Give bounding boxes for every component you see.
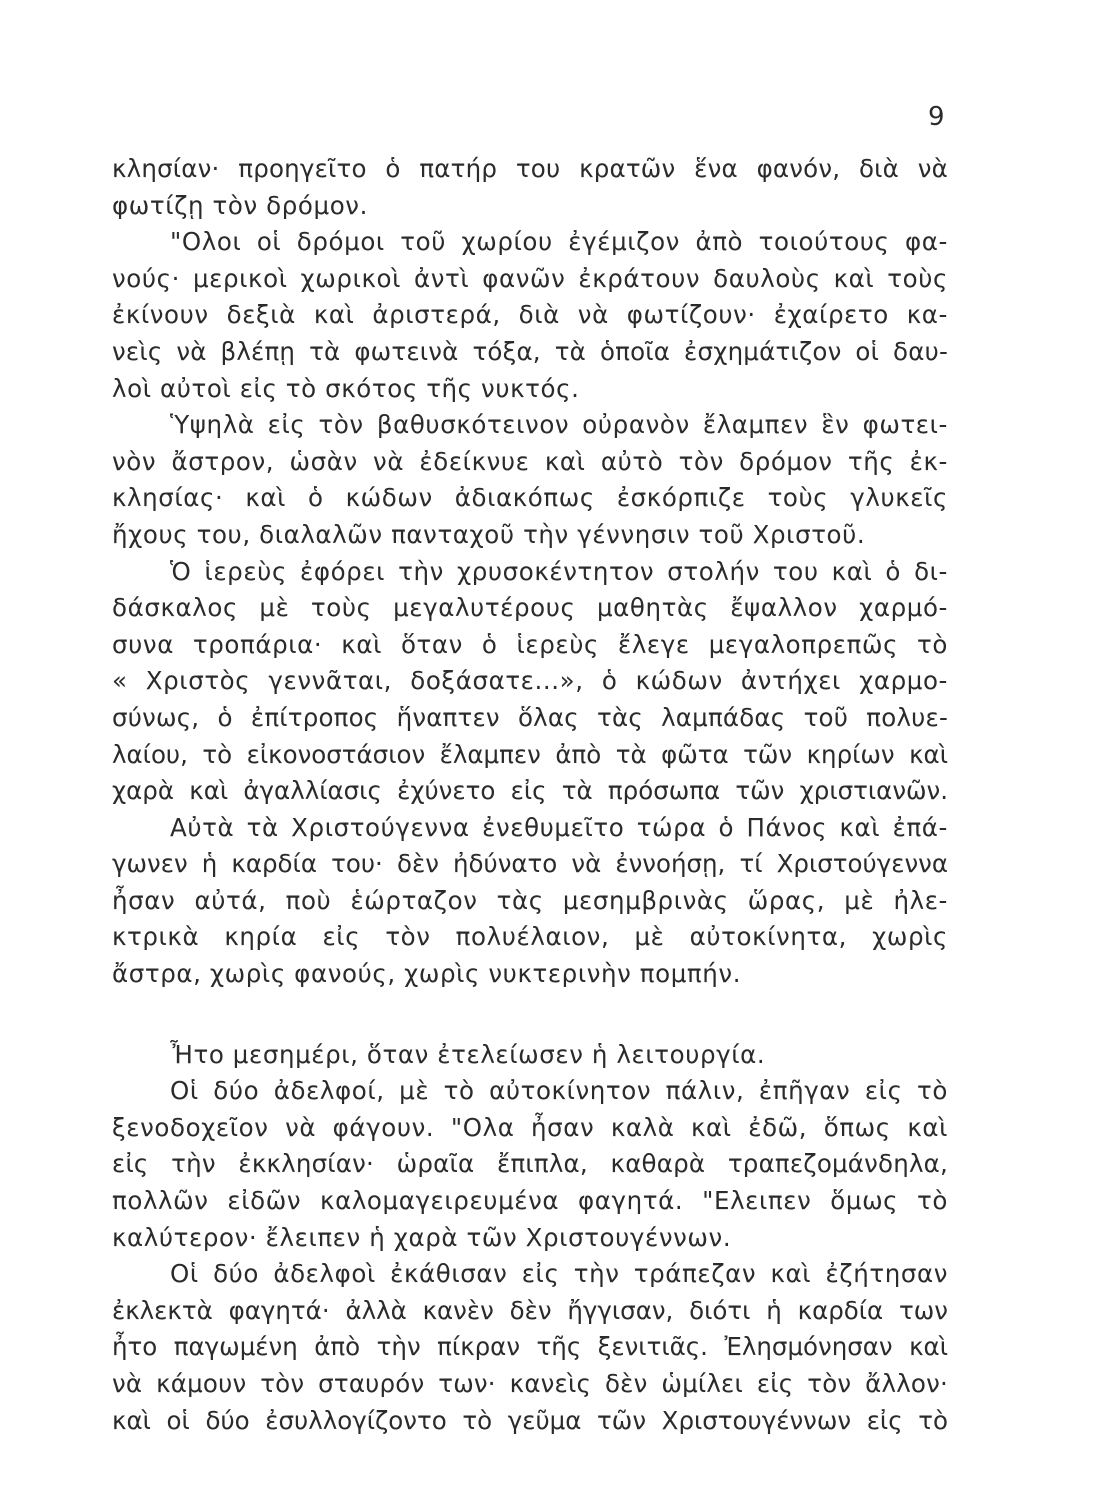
text-line: νεὶς νὰ βλέπῃ τὰ φωτεινὰ τόξα, τὰ ὁποῖα ἐσχημάτιζον οἱ δαυ- <box>112 336 948 366</box>
text-line: "Ολοι οἱ δρόμοι τοῦ χωρίου ἐγέμιζον ἀπὸ τοιούτους φα- <box>170 227 948 257</box>
text-line: ἐκλεκτὰ φαγητά· ἀλλὰ κανὲν δὲν ἤγγισαν, διότι ἡ καρδία των <box>112 1295 948 1325</box>
text-line: χαρὰ καὶ ἀγαλλίασις ἐχύνετο εἰς τὰ πρόσωπα τῶν χριστιανῶν. <box>112 776 948 806</box>
text-line: συνα τροπάρια· καὶ ὅταν ὁ ἱερεὺς ἔλεγε μεγαλοπρεπῶς τὸ <box>112 629 948 659</box>
text-line: κλησίαν· προηγεῖτο ὁ πατήρ του κρατῶν ἕνα φανόν, διὰ νὰ <box>112 154 948 183</box>
text-line: Ἦτο μεσημέρι, ὅταν ἐτελείωσεν ἡ λειτουργία. <box>170 1039 766 1069</box>
text-line: ἐκίνουν δεξιὰ καὶ ἀριστερά, διὰ νὰ φωτίζουν· ἐχαίρετο κα- <box>112 300 948 330</box>
text-line: Οἱ δύο ἀδελφοί, μὲ τὸ αὐτοκίνητον πάλιν, ἐπῆγαν εἰς τὸ <box>170 1076 948 1106</box>
body-text <box>112 151 948 1439</box>
text-line: σύνως, ὁ ἐπίτροπος ἥναπτεν ὅλας τὰς λαμπάδας τοῦ πολυε- <box>112 702 948 732</box>
text-line: καὶ οἱ δύο ἐσυλλογίζοντο τὸ γεῦμα τῶν Χριστουγέννων εἰς τὸ <box>112 1405 948 1435</box>
text-line: φωτίζῃ τὸν δρόμον. <box>112 190 368 220</box>
text-line: Ὁ ἱερεὺς ἐφόρει τὴν χρυσοκέντητον στολήν του καὶ ὁ δι- <box>170 556 948 586</box>
text-line: Οἱ δύο ἀδελφοὶ ἐκάθισαν εἰς τὴν τράπεζαν καὶ ἐζήτησαν <box>170 1259 948 1289</box>
text-line: εἰς τὴν ἐκκλησίαν· ὡραῖα ἔπιπλα, καθαρὰ τραπεζομάνδηλα, <box>112 1149 948 1179</box>
text-line: δάσκαλος μὲ τοὺς μεγαλυτέρους μαθητὰς ἔψαλλον χαρμό- <box>112 593 948 623</box>
section-gap <box>112 993 948 1037</box>
text-line: κλησίας· καὶ ὁ κώδων ἀδιακόπως ἐσκόρπιζε τοὺς γλυκεῖς <box>112 483 948 513</box>
text-line: λοὶ αὐτοὶ εἰς τὸ σκότος τῆς νυκτός. <box>112 373 580 403</box>
text-line: κτρικὰ κηρία εἰς τὸν πολυέλαιον, μὲ αὐτοκίνητα, χωρὶς <box>112 922 948 952</box>
text-line: νὰ κάμουν τὸν σταυρόν των· κανεὶς δὲν ὡμίλει εἰς τὸν ἄλλον· <box>112 1369 948 1398</box>
page-number: 9 <box>928 102 946 132</box>
text-line: γωνεν ἡ καρδία του· δὲν ἠδύνατο νὰ ἐννοήσῃ, τί Χριστούγεννα <box>112 849 948 879</box>
text-line: « Χριστὸς γεννᾶται, δοξάσατε...», ὁ κώδων ἀντήχει χαρμο- <box>112 666 948 696</box>
text-line: ἦτο παγωμένη ἀπὸ τὴν πίκραν τῆς ξενιτιᾶς. Ἐλησμόνησαν καὶ <box>112 1332 948 1362</box>
text-line: ἦσαν αὐτά, ποὺ ἑώρταζον τὰς μεσημβρινὰς ὥρας, μὲ ἠλε- <box>112 885 948 915</box>
text-line: νούς· μερικοὶ χωρικοὶ ἀντὶ φανῶν ἐκράτουν δαυλοὺς καὶ τοὺς <box>112 263 948 293</box>
text-line: πολλῶν εἰδῶν καλομαγειρευμένα φαγητά. "Ελειπεν ὅμως τὸ <box>112 1186 948 1216</box>
text-line: ἤχους του, διαλαλῶν πανταχοῦ τὴν γέννησιν τοῦ Χριστοῦ. <box>112 519 866 549</box>
text-line: Ὑψηλὰ εἰς τὸν βαθυσκότεινον οὐρανὸν ἔλαμπεν ἓν φωτει- <box>170 410 948 440</box>
text-line: λαίου, τὸ εἰκονοστάσιον ἔλαμπεν ἀπὸ τὰ φῶτα τῶν κηρίων καὶ <box>112 739 948 769</box>
text-line: ἄστρα, χωρὶς φανούς, χωρὶς νυκτερινὴν πομπήν. <box>112 959 742 989</box>
text-line: καλύτερον· ἔλειπεν ἡ χαρὰ τῶν Χριστουγέννων. <box>112 1222 732 1252</box>
text-line: ξενοδοχεῖον νὰ φάγουν. "Ολα ἦσαν καλὰ καὶ ἐδῶ, ὅπως καὶ <box>112 1112 948 1142</box>
text-line: νὸν ἄστρον, ὡσὰν νὰ ἐδείκνυε καὶ αὐτὸ τὸν δρόμον τῆς ἐκ- <box>112 446 948 476</box>
text-line: Αὐτὰ τὰ Χριστούγεννα ἐνεθυμεῖτο τώρα ὁ Πάνος καὶ ἐπά- <box>170 812 948 842</box>
